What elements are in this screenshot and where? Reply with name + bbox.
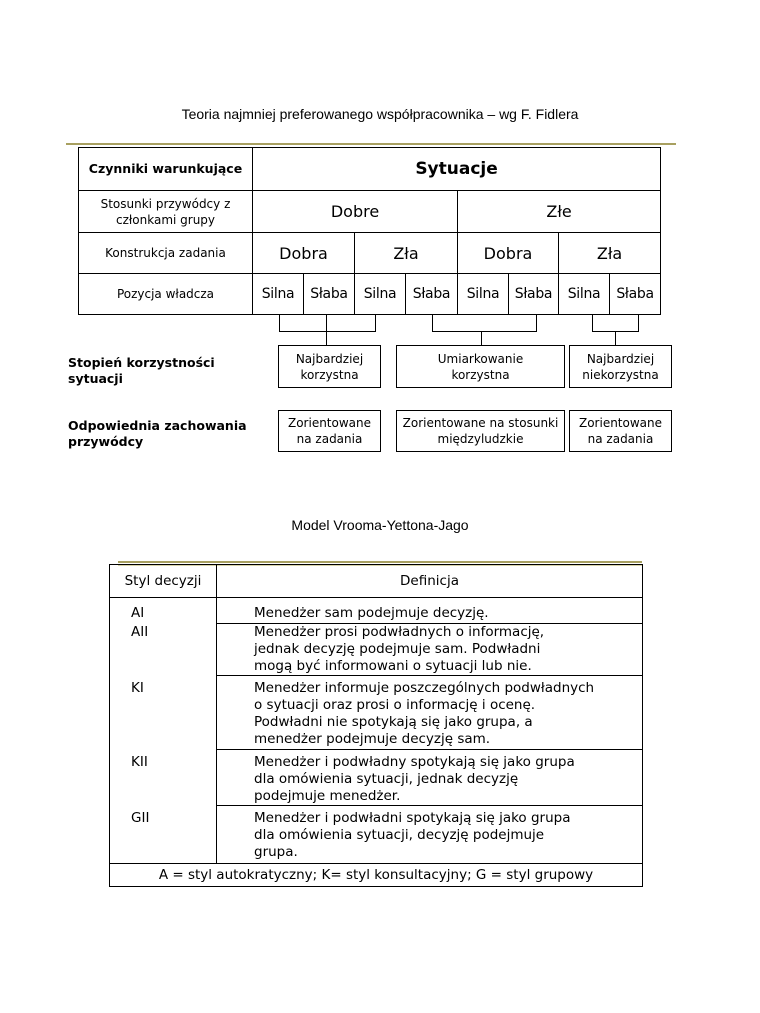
style-definition: [217, 598, 643, 624]
favorability-text: Najbardziej korzystna: [295, 351, 364, 382]
behavior-text: Zorientowane na stosunki międzyludzkie: [402, 416, 559, 446]
definition-line: podejmuje menedżer.: [254, 788, 401, 804]
style-code: AII: [110, 624, 217, 676]
power-cell: Silna: [458, 274, 509, 315]
style-legend: A = styl autokratyczny; K= styl konsultacyjny; G = styl grupowy: [110, 864, 643, 887]
behavior-box: [569, 410, 672, 452]
connector-line: [615, 331, 616, 345]
fiedler-title-rule: [66, 143, 676, 145]
power-cell: Słaba: [509, 274, 559, 315]
bracket-favorable: [279, 315, 376, 332]
behavior-box: [278, 410, 381, 452]
definition-line: mogą być informowani o sytuacji lub nie.: [254, 658, 532, 674]
definition-line: Menedżer prosi podwładnych o informację,: [254, 624, 545, 640]
power-cell: Słaba: [304, 274, 355, 315]
definition-line: Menedżer i podwładni spotykają się jako grupa: [254, 810, 571, 826]
col-definition-header: Definicja: [217, 565, 643, 598]
definition-line: menedżer podejmuje decyzję sam.: [254, 731, 491, 747]
style-code: GII: [110, 806, 217, 864]
definition-line: Menedżer sam podejmuje decyzję.: [254, 605, 489, 621]
task-cell: Zła: [355, 233, 458, 274]
favorability-text: Umiarkowanie korzystna: [437, 351, 524, 382]
style-code: KII: [110, 750, 217, 806]
favorability-box: [396, 345, 565, 388]
style-definition: [217, 676, 643, 750]
definition-line: Menedżer i podwładny spotykają się jako grupa: [254, 754, 575, 770]
behavior-text: Zorientowane na zadania: [287, 416, 372, 446]
power-cell: Silna: [355, 274, 406, 315]
style-definition: [217, 750, 643, 806]
definition-line: dla omówienia sytuacji, decyzję podejmuje: [254, 827, 545, 843]
bracket-moderate: [432, 315, 537, 332]
definition-line: Podwładni nie spotykają się jako grupa, a: [254, 714, 533, 730]
definition-line: dla omówienia sytuacji, jednak decyzję: [254, 771, 519, 787]
vroom-table: [109, 564, 643, 887]
power-cell: Silna: [253, 274, 304, 315]
row-power-label: Pozycja władcza: [79, 274, 253, 315]
fiedler-table: [78, 147, 661, 315]
style-code: KI: [110, 676, 217, 750]
connector-line: [481, 331, 482, 345]
behavior-box: [396, 410, 565, 452]
task-cell: Zła: [559, 233, 661, 274]
definition-line: jednak decyzję podejmuje sam. Podwładni: [254, 641, 541, 657]
relations-cell: Złe: [458, 191, 661, 233]
style-code: AI: [110, 598, 217, 624]
style-definition: [217, 806, 643, 864]
connector-line: [326, 315, 327, 345]
fiedler-title: Teoria najmniej preferowanego współpracownika – wg F. Fidlera: [181, 106, 579, 122]
power-cell: Silna: [559, 274, 610, 315]
definition-line: Menedżer informuje poszczególnych podwładnych: [254, 680, 595, 696]
favorability-box: [278, 345, 381, 388]
definition-line: grupa.: [254, 844, 298, 860]
definition-line: o sytuacji oraz prosi o informację i ocenę.: [254, 697, 536, 713]
power-cell: Słaba: [406, 274, 458, 315]
relations-cell: Dobre: [253, 191, 458, 233]
task-cell: Dobra: [253, 233, 355, 274]
style-definition: [217, 624, 643, 676]
bracket-unfavorable: [592, 315, 639, 332]
factors-header: Czynniki warunkujące: [79, 148, 253, 191]
favorability-text: Najbardziej niekorzystna: [582, 351, 659, 382]
vroom-title: Model Vrooma-Yettona-Jago: [291, 517, 469, 533]
situations-header: Sytuacje: [253, 148, 661, 191]
col-style-header: Styl decyzji: [110, 565, 217, 598]
favorability-label: Stopień korzystności sytuacji: [68, 355, 215, 386]
task-cell: Dobra: [458, 233, 559, 274]
behavior-label: Odpowiednia zachowania przywódcy: [68, 418, 247, 449]
row-task-label: Konstrukcja zadania: [79, 233, 253, 274]
favorability-box: [569, 345, 672, 388]
power-cell: Słaba: [610, 274, 661, 315]
row-relations-label: Stosunki przywódcy z członkami grupy: [79, 191, 253, 233]
behavior-text: Zorientowane na zadania: [578, 416, 663, 446]
vroom-title-rule: [118, 561, 642, 563]
